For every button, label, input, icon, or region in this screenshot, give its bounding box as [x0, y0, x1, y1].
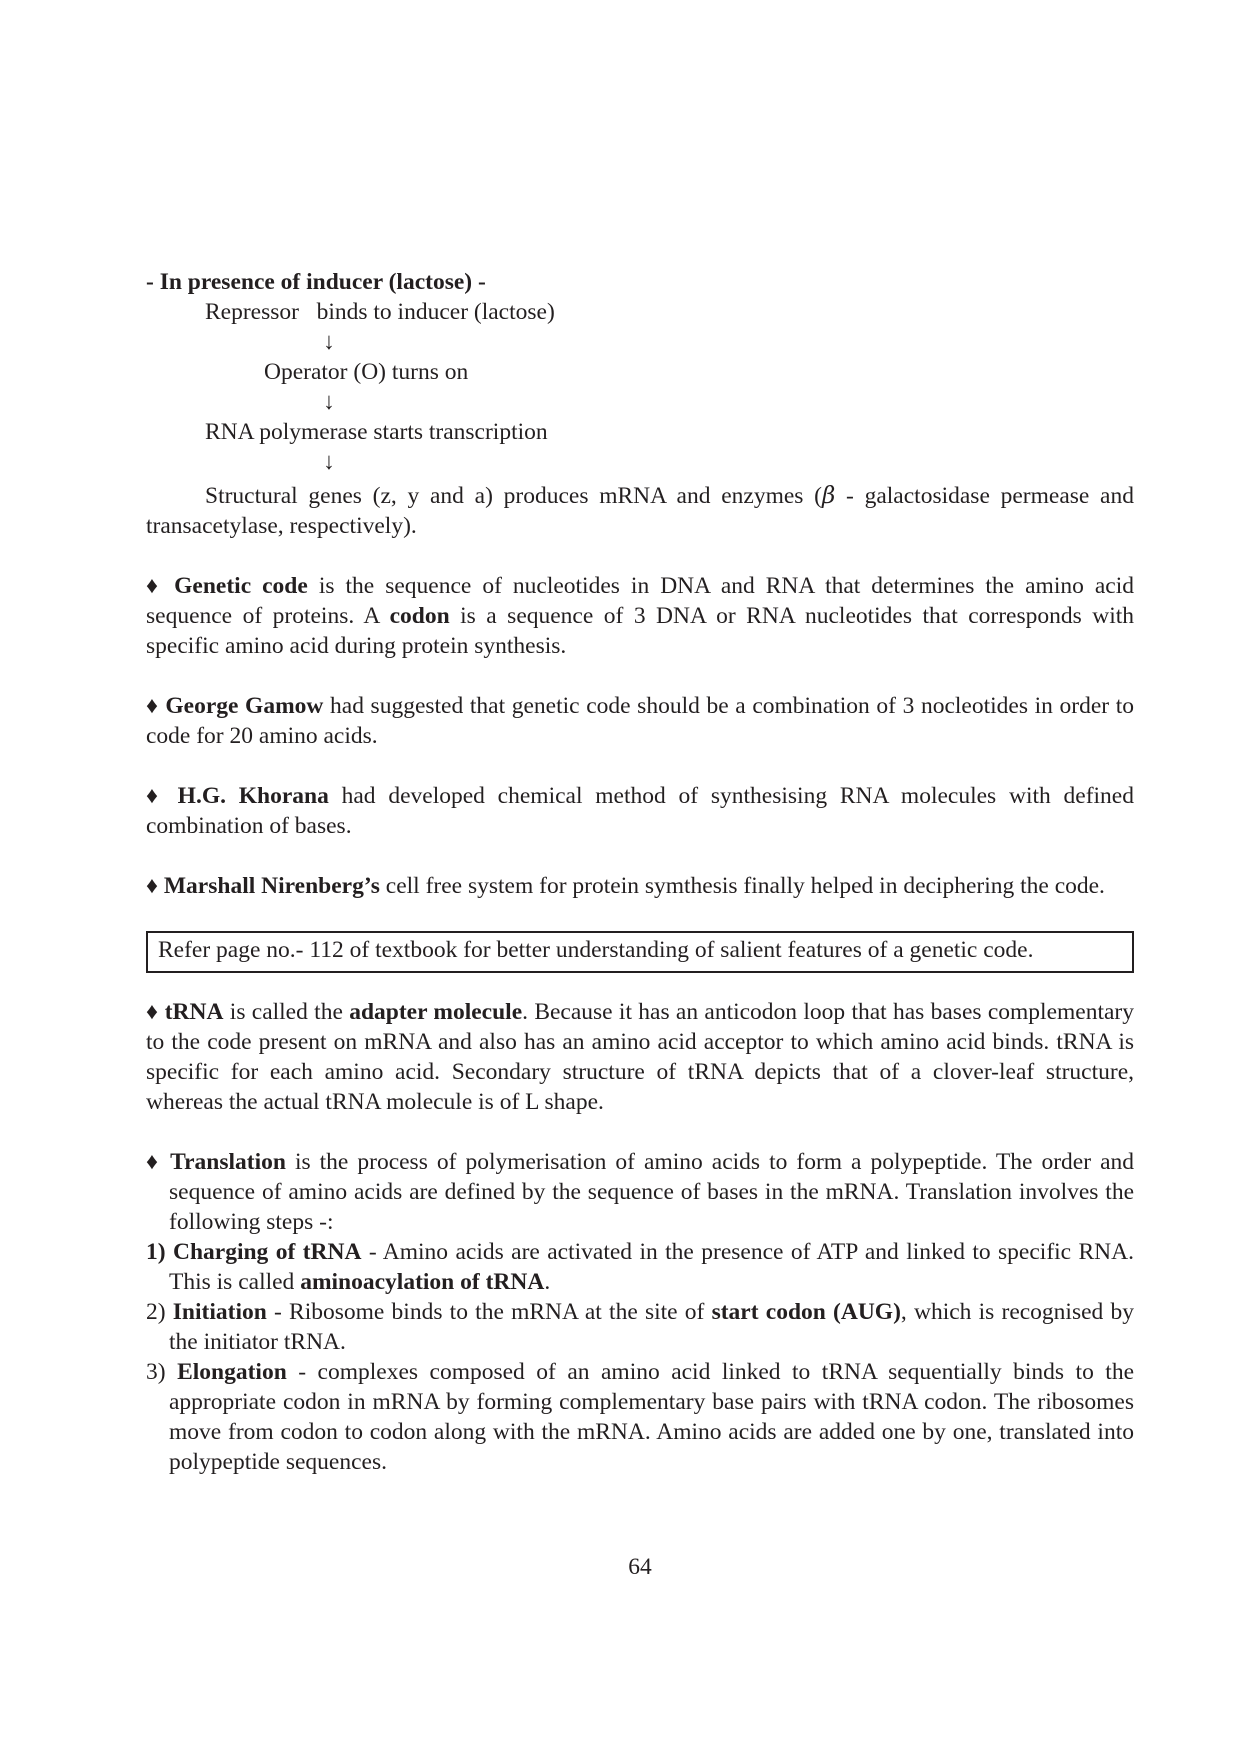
- down-arrow-icon: ↓: [323, 329, 335, 355]
- textbook-reference-box: Refer page no.- 112 of textbook for better understanding of salient features of a genetic code.: [146, 931, 1134, 973]
- down-arrow-icon: ↓: [323, 389, 335, 415]
- genetic-code-paragraph: ♦ Genetic code is the sequence of nucleotides in DNA and RNA that determines the amino acid sequence of proteins. A codon is a sequence of 3 DNA or RNA nucleotides that corresponds with specific amino acid during protein synthesis.: [146, 573, 1135, 659]
- khorana-paragraph: ♦ H.G. Khorana had developed chemical method of synthesising RNA molecules with defined combination of bases.: [146, 783, 1134, 839]
- flow-step-operator: Operator (O) turns on: [264, 359, 469, 385]
- diamond-bullet-icon: ♦: [146, 573, 175, 599]
- beta-symbol: β: [822, 483, 836, 509]
- diamond-bullet-icon: ♦: [146, 873, 164, 899]
- diamond-bullet-icon: ♦: [146, 783, 178, 809]
- translation-step-charging: 1) Charging of tRNA - Amino acids are activated in the presence of ATP and linked to specific RNA. This is called aminoacylation of tRNA.: [146, 1239, 1134, 1295]
- translation-step-initiation: 2) Initiation - Ribosome binds to the mRNA at the site of start codon (AUG), which is recognised by the initiator tRNA.: [146, 1299, 1134, 1355]
- trna-paragraph: ♦ tRNA is called the adapter molecule. Because it has an anticodon loop that has bases complementary to the code present on mRNA and also has an amino acid acceptor to which amino acid binds. tRNA is specific for each amino acid. Secondary structure of tRNA depicts that of a clover-leaf structure, whereas the actual tRNA molecule is of L shape.: [146, 999, 1134, 1115]
- diamond-bullet-icon: ♦: [146, 1149, 171, 1175]
- diamond-bullet-icon: ♦: [146, 999, 165, 1025]
- page-number: 64: [628, 1554, 652, 1580]
- translation-section: [146, 1147, 1134, 1477]
- flow-step-rna-polymerase: RNA polymerase starts transcription: [205, 419, 548, 445]
- translation-paragraph: ♦ Translation is the process of polymerisation of amino acids to form a polypeptide. The order and sequence of amino acids are defined by the sequence of bases in the mRNA. Translation involves the following steps -:: [146, 1149, 1134, 1235]
- section-heading: - In presence of inducer (lactose) -: [146, 269, 486, 295]
- down-arrow-icon: ↓: [323, 449, 335, 475]
- page-content: [146, 267, 1134, 1477]
- flow-step-repressor: Repressor binds to inducer (lactose): [205, 299, 555, 325]
- lac-operon-flow: [146, 297, 1134, 477]
- gamow-paragraph: ♦ George Gamow had suggested that genetic code should be a combination of 3 nocleotides in order to code for 20 amino acids.: [146, 693, 1134, 749]
- diamond-bullet-icon: ♦: [146, 693, 166, 719]
- nirenberg-paragraph: ♦ Marshall Nirenberg’s cell free system for protein symthesis finally helped in deciphering the code.: [146, 873, 1105, 899]
- translation-step-elongation: 3) Elongation - complexes composed of an amino acid linked to tRNA sequentially binds to the appropriate codon in mRNA by forming complementary base pairs with tRNA codon. The ribosomes move from codon to codon along with the mRNA. Amino acids are added one by one, translated into polypeptide sequences.: [146, 1359, 1135, 1475]
- flow-step-structural-genes: Structural genes (z, y and a) produces mRNA and enzymes (β - galactosidase permease and transacetylase, respectively).: [146, 483, 1134, 539]
